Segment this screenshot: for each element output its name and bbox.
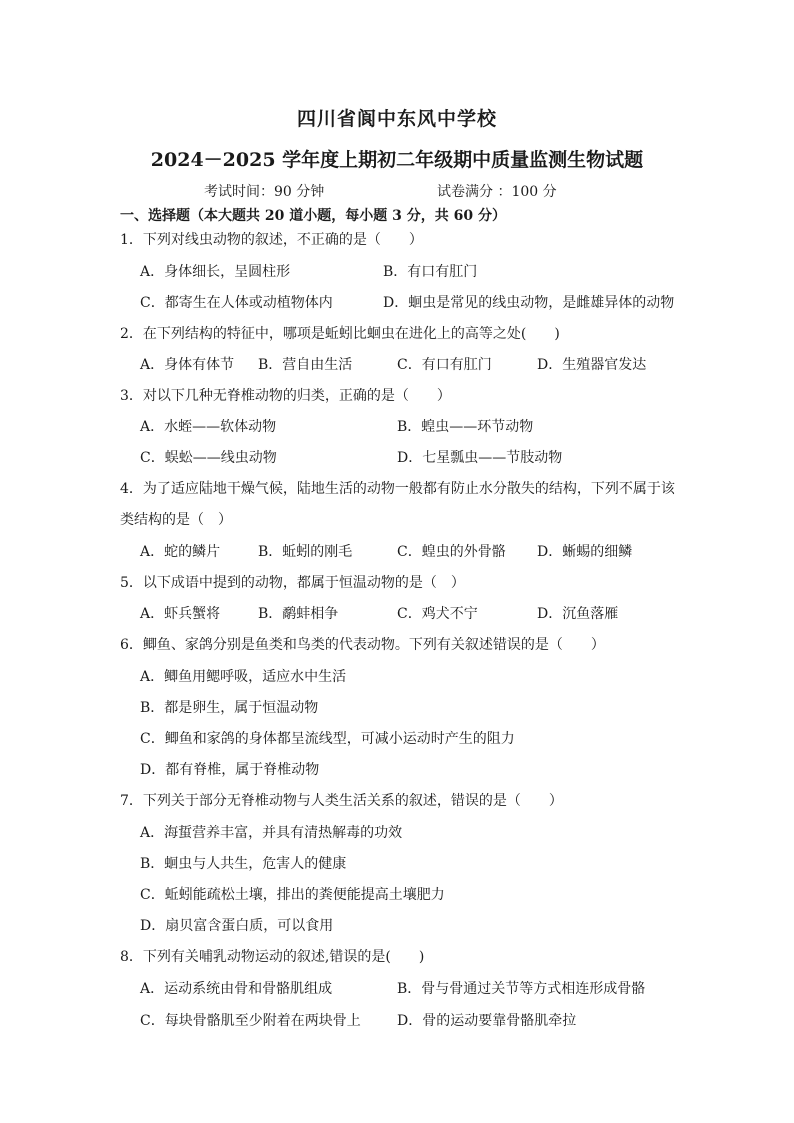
question-2-option-d: D．生殖器官发达 <box>537 357 647 373</box>
question-2-option-b: B．营自由生活 <box>258 357 353 373</box>
question-2-stem: 2．在下列结构的特征中，哪项是蚯蚓比蛔虫在进化上的高等之处( ) <box>120 326 560 342</box>
question-1-stem: 1．下列对线虫动物的叙述，不正确的是（ ） <box>120 232 423 248</box>
school-name: 四川省阆中东风中学校 <box>296 108 497 130</box>
question-5-option-b: B．鹬蚌相争 <box>258 606 339 622</box>
full-score: 试卷满分 ：100 分 <box>437 184 557 200</box>
question-1-option-c: C．都寄生在人体或动植物体内 <box>140 295 333 311</box>
question-1-option-a: A．身体细长，呈圆柱形 <box>140 264 291 280</box>
question-3-option-c: C．蜈蚣——线虫动物 <box>140 450 277 466</box>
question-5-option-a: A．虾兵蟹将 <box>140 606 221 622</box>
question-8-option-d: D．骨的运动要靠骨骼肌牵拉 <box>397 1013 577 1029</box>
question-7-option-a: A．海蜇营养丰富，并具有清热解毒的功效 <box>140 825 403 841</box>
exam-title: 2024－2025 学年度上期初二年级期中质量监测生物试题 <box>150 149 644 171</box>
question-4-option-c: C．蝗虫的外骨骼 <box>397 544 506 560</box>
question-3-stem: 3．对以下几种无脊椎动物的归类，正确的是（ ） <box>120 388 451 404</box>
question-3-option-b: B．蝗虫——环节动物 <box>397 419 534 435</box>
question-8-option-c: C．每块骨骼肌至少附着在两块骨上 <box>140 1013 361 1029</box>
question-7-option-b: B．蛔虫与人共生，危害人的健康 <box>140 856 347 872</box>
question-1-option-b: B．有口有肛门 <box>383 264 478 280</box>
question-1-option-d: D．蛔虫是常见的线虫动物，是雌雄异体的动物 <box>383 295 675 311</box>
question-8-option-b: B．骨与骨通过关节等方式相连形成骨骼 <box>397 981 646 997</box>
question-4-option-b: B．蚯蚓的刚毛 <box>258 544 353 560</box>
question-4-option-a: A．蛇的鳞片 <box>140 544 221 560</box>
question-3-option-a: A．水蛭——软体动物 <box>140 419 277 435</box>
question-2-option-c: C．有口有肛门 <box>397 357 492 373</box>
question-6-option-c: C．鲫鱼和家鸽的身体都呈流线型，可减小运动时产生的阻力 <box>140 731 515 747</box>
question-2-option-a: A．身体有体节 <box>140 357 235 373</box>
question-3-option-d: D．七星瓢虫——节肢动物 <box>397 450 563 466</box>
question-7-stem: 7．下列关于部分无脊椎动物与人类生活关系的叙述，错误的是（ ） <box>120 793 563 809</box>
question-6-option-d: D．都有脊椎，属于脊椎动物 <box>140 762 320 778</box>
question-4-stem-continued: 类结构的是（ ） <box>120 512 232 528</box>
question-8-option-a: A．运动系统由骨和骨骼肌组成 <box>140 981 333 997</box>
question-6-option-b: B．都是卵生，属于恒温动物 <box>140 700 319 716</box>
question-5-option-d: D．沉鱼落雁 <box>537 606 619 622</box>
question-8-stem: 8．下列有关哺乳动物运动的叙述,错误的是( ) <box>120 949 425 965</box>
question-7-option-c: C．蚯蚓能疏松土壤，排出的粪便能提高土壤肥力 <box>140 887 445 903</box>
exam-time: 考试时间：90 分钟 <box>204 184 325 200</box>
question-6-stem: 6．鲫鱼、家鸽分别是鱼类和鸟类的代表动物。下列有关叙述错误的是（ ） <box>120 637 605 653</box>
question-5-stem: 5．以下成语中提到的动物，都属于恒温动物的是（ ） <box>120 575 465 591</box>
section-heading: 一、选择题（本大题共 20 道小题，每小题 3 分，共 60 分） <box>120 208 506 224</box>
question-4-option-d: D．蜥蜴的细鳞 <box>537 544 633 560</box>
question-4-stem: 4．为了适应陆地干燥气候，陆地生活的动物一般都有防止水分散失的结构，下列不属于该 <box>120 481 675 497</box>
question-7-option-d: D．扇贝富含蛋白质，可以食用 <box>140 918 334 934</box>
question-5-option-c: C．鸡犬不宁 <box>397 606 478 622</box>
question-6-option-a: A．鲫鱼用鳃呼吸，适应水中生活 <box>140 669 347 685</box>
